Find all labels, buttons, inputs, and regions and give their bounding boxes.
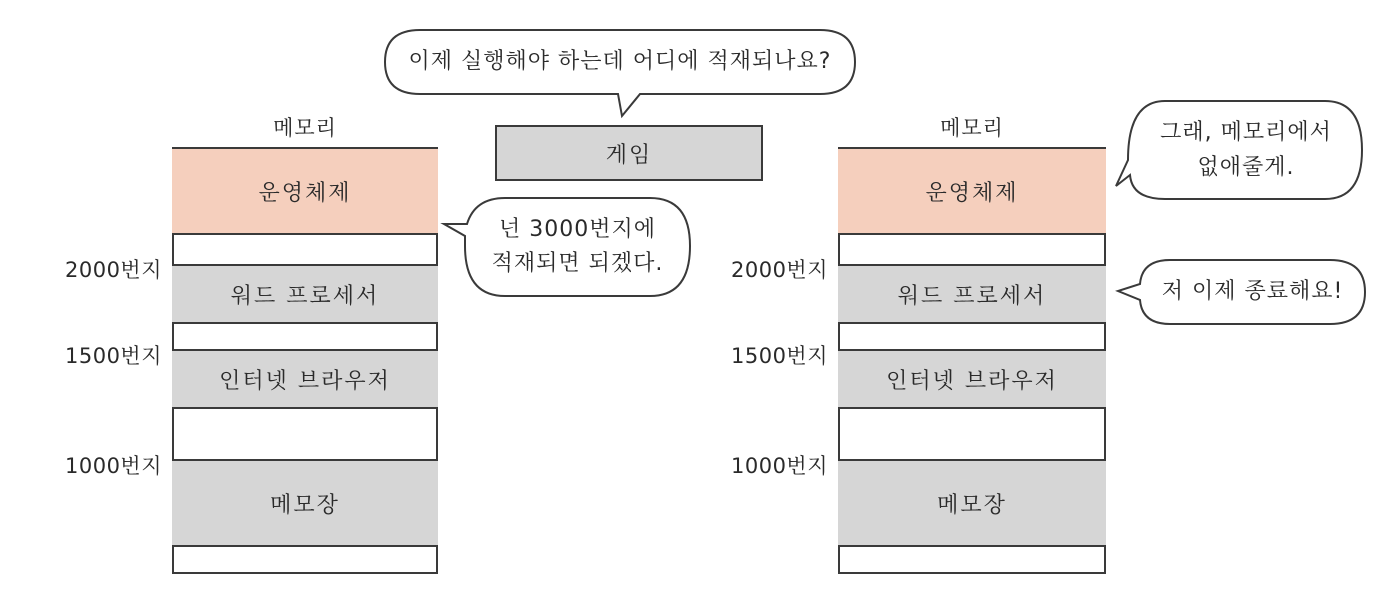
- left-os-label: 운영체제: [258, 180, 352, 206]
- left-memory-title: 메모리: [273, 116, 337, 140]
- right-word-processor-block: [838, 264, 1106, 324]
- os-reply-bubble: [444, 198, 690, 296]
- left-word-processor-label: 워드 프로세서: [230, 283, 380, 309]
- right-word-processor-label: 워드 프로세서: [897, 283, 1047, 309]
- right-notepad-block: [838, 459, 1106, 547]
- right-address-1500: 1500번지: [730, 344, 828, 368]
- left-address-2000: 2000번지: [64, 258, 162, 282]
- right-os-block: [838, 147, 1106, 235]
- right-address-1000: 1000번지: [730, 454, 828, 478]
- right-notepad-label: 메모장: [937, 492, 1007, 518]
- os-reply-line2: 적재되면 되겠다.: [491, 251, 664, 276]
- right-browser-block: [838, 349, 1106, 409]
- os-reply-line1: 넌 3000번지에: [499, 217, 656, 242]
- wp-exit-text: 저 이제 종료해요!: [1161, 279, 1344, 304]
- game-question-text: 이제 실행해야 하는데 어디에 적재되나요?: [408, 49, 832, 74]
- left-browser-label: 인터넷 브라우저: [219, 368, 391, 394]
- left-notepad-label: 메모장: [270, 492, 340, 518]
- os-remove-bubble: [1116, 101, 1362, 199]
- right-memory-box: [838, 147, 1106, 574]
- left-address-1000: 1000번지: [64, 454, 162, 478]
- left-os-block: [172, 147, 438, 235]
- left-notepad-block: [172, 459, 438, 547]
- game-process-block: [495, 125, 763, 181]
- game-label: 게임: [605, 142, 653, 168]
- left-word-processor-block: [172, 264, 438, 324]
- right-browser-label: 인터넷 브라우저: [886, 368, 1058, 394]
- right-os-label: 운영체제: [925, 180, 1019, 206]
- os-remove-line2: 없애줄게.: [1197, 155, 1295, 180]
- left-browser-block: [172, 349, 438, 409]
- right-address-2000: 2000번지: [730, 258, 828, 282]
- left-address-1500: 1500번지: [64, 344, 162, 368]
- left-memory-box: [172, 147, 438, 574]
- os-remove-line1: 그래, 메모리에서: [1160, 120, 1332, 145]
- right-memory-title: 메모리: [940, 116, 1004, 140]
